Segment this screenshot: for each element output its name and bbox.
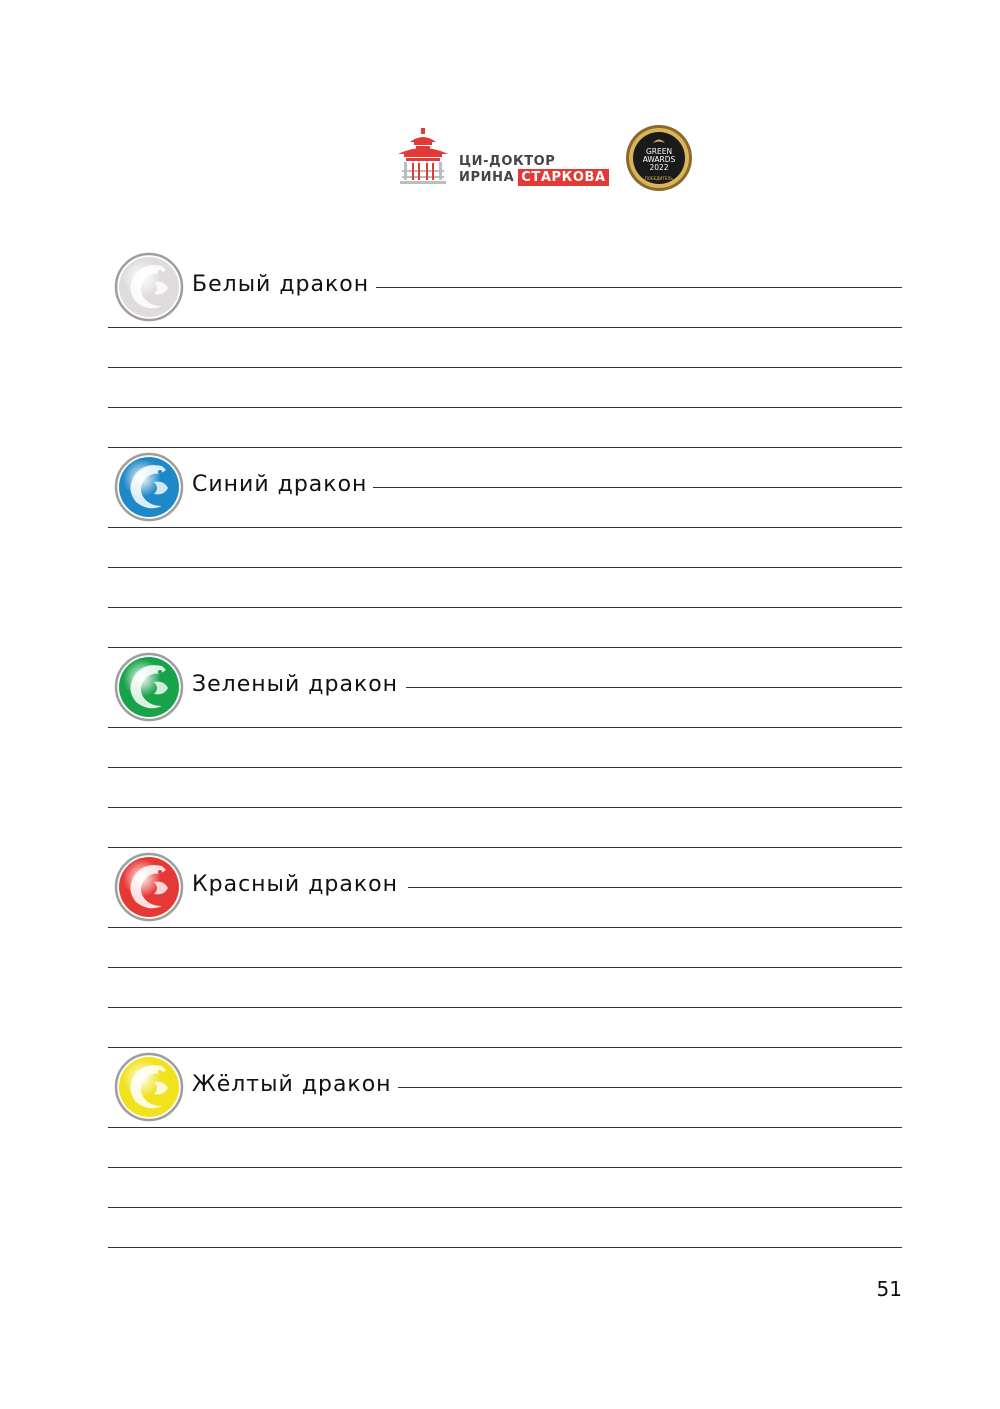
writing-line[interactable]: [108, 447, 902, 448]
dragon-section: [108, 852, 902, 1052]
title-underline: [376, 287, 902, 288]
writing-line[interactable]: [108, 647, 902, 648]
writing-line[interactable]: [108, 927, 902, 928]
title-underline: [398, 1087, 902, 1088]
brand-name-line1: ЦИ-ДОКТОР: [459, 154, 556, 169]
blue-dragon-icon: [114, 452, 184, 522]
brand-surname: СТАРКОВА: [518, 169, 608, 186]
pagoda-logo-icon: [394, 128, 452, 186]
dragon-section: [108, 452, 902, 652]
writing-line[interactable]: [108, 767, 902, 768]
white-dragon-icon: [114, 252, 184, 322]
dragon-section: [108, 1052, 902, 1252]
header-logos: [392, 124, 702, 194]
writing-line[interactable]: [108, 847, 902, 848]
green-awards-badge-icon: [625, 124, 693, 192]
writing-line[interactable]: [108, 727, 902, 728]
writing-line[interactable]: [108, 527, 902, 528]
writing-line[interactable]: [108, 607, 902, 608]
brand-first-name: ИРИНА: [459, 170, 515, 185]
writing-line[interactable]: [108, 1047, 902, 1048]
writing-line[interactable]: [108, 567, 902, 568]
award-year: 2022: [649, 163, 669, 172]
dragon-section: [108, 252, 902, 452]
red-dragon-icon: [114, 852, 184, 922]
writing-line[interactable]: [108, 327, 902, 328]
title-underline: [408, 887, 902, 888]
writing-line[interactable]: [108, 967, 902, 968]
award-title-line2: AWARDS: [642, 155, 676, 164]
writing-line[interactable]: [108, 1247, 902, 1248]
writing-line[interactable]: [108, 1127, 902, 1128]
title-underline: [406, 687, 902, 688]
section-title: Зеленый дракон: [192, 672, 404, 698]
title-underline: [372, 487, 902, 488]
writing-line[interactable]: [108, 1007, 902, 1008]
section-title: Белый дракон: [192, 272, 375, 298]
yellow-dragon-icon: [114, 1052, 184, 1122]
award-title-line1: GREEN: [645, 147, 673, 156]
section-title: Жёлтый дракон: [192, 1072, 398, 1098]
writing-line[interactable]: [108, 407, 902, 408]
green-dragon-icon: [114, 652, 184, 722]
section-title: Красный дракон: [192, 872, 404, 898]
page-number: 51: [876, 1277, 902, 1301]
award-caption: ПОБЕДИТЕЛЬ: [644, 176, 674, 181]
section-title: Синий дракон: [192, 472, 373, 498]
writing-line[interactable]: [108, 367, 902, 368]
dragon-section: [108, 652, 902, 852]
writing-line[interactable]: [108, 807, 902, 808]
brand-name-line2: [459, 169, 609, 186]
writing-line[interactable]: [108, 1167, 902, 1168]
writing-line[interactable]: [108, 1207, 902, 1208]
